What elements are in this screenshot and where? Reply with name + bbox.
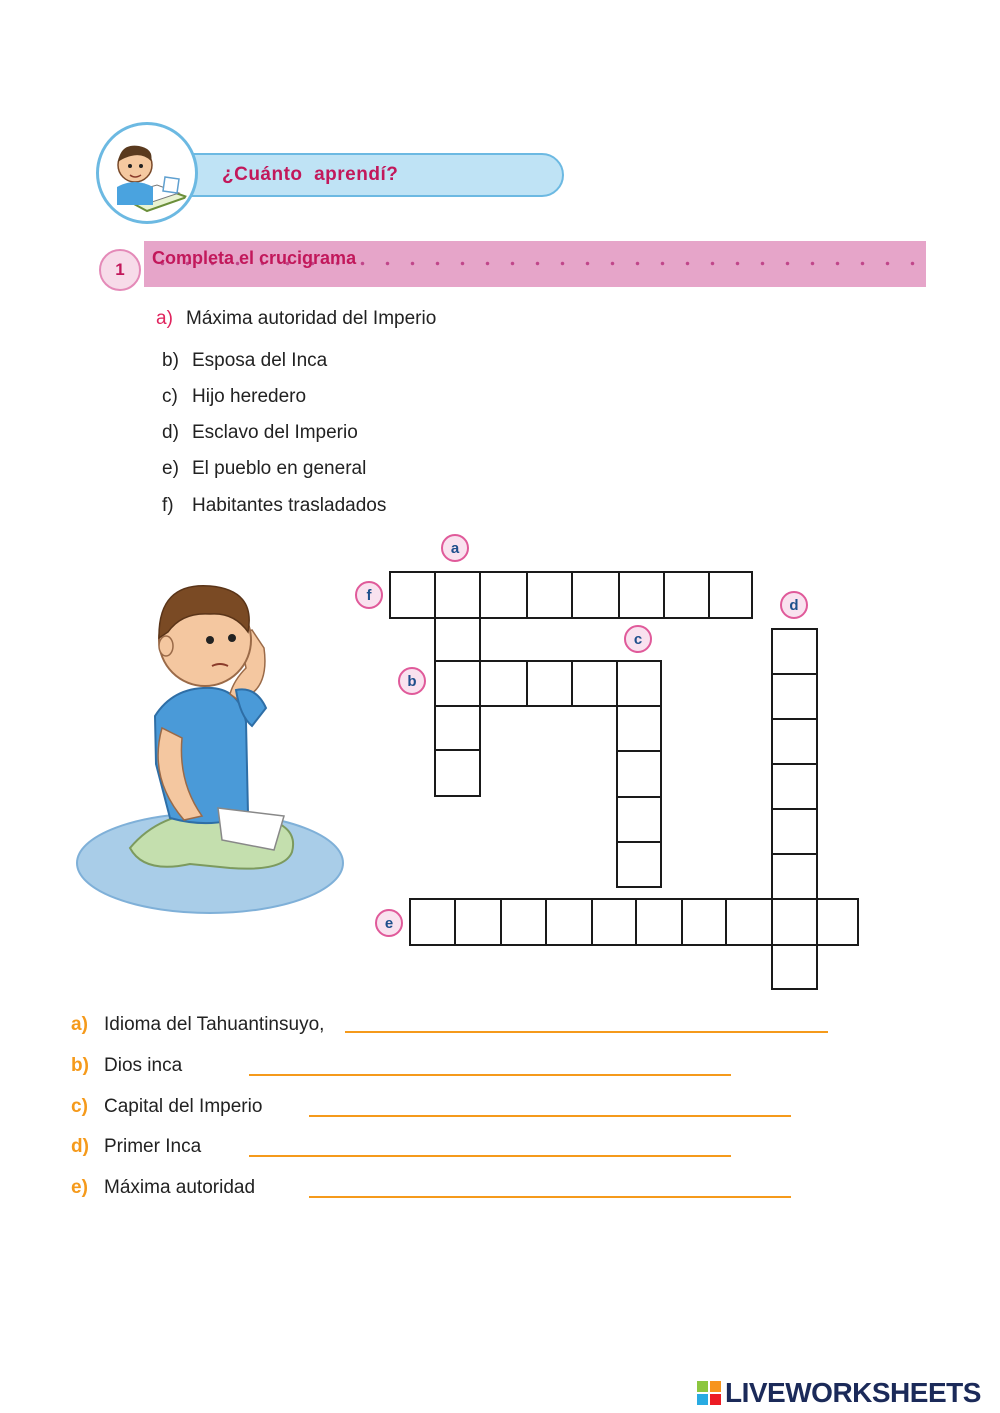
clue-f: f) Habitantes trasladados — [162, 495, 387, 516]
liveworksheets-logo — [697, 1376, 981, 1410]
question-a: a) Idioma del Tahuantinsuyo, — [71, 1014, 325, 1035]
crossword-cell-b4[interactable] — [571, 660, 618, 707]
answer-line-c[interactable] — [309, 1115, 791, 1117]
answer-line-b[interactable] — [249, 1074, 731, 1076]
reading-boy-illustration — [96, 122, 198, 224]
crossword-label-f: f — [355, 581, 383, 609]
crossword-cell-e5[interactable] — [591, 898, 637, 946]
crossword-cell-f4[interactable] — [526, 571, 573, 619]
crossword-cell-f6[interactable] — [618, 571, 665, 619]
clue-e: e) El pueblo en general — [162, 458, 367, 479]
crossword-cell-d8[interactable] — [771, 944, 818, 990]
crossword-cell-f8[interactable] — [708, 571, 753, 619]
crossword-cell-c5[interactable] — [616, 841, 662, 888]
crossword-cell-f7[interactable] — [663, 571, 710, 619]
crossword-cell-b3[interactable] — [526, 660, 573, 707]
logo-text: LIVEWORKSHEETS — [725, 1377, 981, 1408]
crossword-cell-c2[interactable] — [616, 705, 662, 752]
crossword-cell-f5[interactable] — [571, 571, 620, 619]
question-e: e) Máxima autoridad — [71, 1177, 256, 1198]
crossword-cell-d1[interactable] — [771, 628, 818, 675]
crossword-cell-f3[interactable] — [479, 571, 528, 619]
crossword-cell-b1[interactable] — [434, 660, 481, 707]
crossword-cell-e6[interactable] — [635, 898, 683, 946]
crossword-cell-e7[interactable] — [681, 898, 727, 946]
crossword-cell-d5[interactable] — [771, 808, 818, 855]
question-c: c) Capital del Imperio — [71, 1096, 263, 1117]
crossword-cell-e3[interactable] — [500, 898, 547, 946]
clue-d: d) Esclavo del Imperio — [162, 422, 358, 443]
crossword-cell-d6[interactable] — [771, 853, 818, 900]
crossword-cell-a4[interactable] — [434, 705, 481, 751]
logo-blocks-icon — [697, 1381, 721, 1405]
crossword-label-e: e — [375, 909, 403, 937]
crossword-cell-e10[interactable] — [816, 898, 859, 946]
crossword-cell-e9[interactable] — [771, 898, 818, 946]
crossword-cell-e2[interactable] — [454, 898, 502, 946]
crossword-cell-c4[interactable] — [616, 796, 662, 843]
crossword-cell-e4[interactable] — [545, 898, 593, 946]
question-b: b) Dios inca — [71, 1055, 183, 1076]
answer-line-d[interactable] — [249, 1155, 731, 1157]
crossword-cell-d3[interactable] — [771, 718, 818, 765]
crossword-cell-a5[interactable] — [434, 749, 481, 797]
answer-line-e[interactable] — [309, 1196, 791, 1198]
crossword-cell-f2[interactable] — [434, 571, 481, 619]
crossword-cell-f1[interactable] — [389, 571, 436, 619]
clue-c: c) Hijo heredero — [162, 386, 307, 407]
crossword-cell-d2[interactable] — [771, 673, 818, 720]
thinking-boy-illustration — [70, 568, 350, 918]
crossword-cell-b2[interactable] — [479, 660, 528, 707]
crossword-cell-b5[interactable] — [616, 660, 662, 707]
crossword-cell-a2[interactable] — [434, 617, 481, 663]
crossword-label-a: a — [441, 534, 469, 562]
clue-b: b) Esposa del Inca — [162, 350, 328, 371]
section-title: Completa el crucigrama — [152, 248, 357, 268]
section-number-badge: 1 — [99, 249, 141, 291]
page-title: ¿Cuánto aprendí? — [222, 164, 399, 185]
crossword-cell-d4[interactable] — [771, 763, 818, 810]
crossword-cell-c3[interactable] — [616, 750, 662, 798]
question-d: d) Primer Inca — [71, 1136, 202, 1157]
crossword-cell-e8[interactable] — [725, 898, 773, 946]
crossword-label-b: b — [398, 667, 426, 695]
crossword-label-d: d — [780, 591, 808, 619]
answer-line-a[interactable] — [345, 1031, 828, 1033]
crossword-cell-e1[interactable] — [409, 898, 456, 946]
crossword-label-c: c — [624, 625, 652, 653]
clue-a: a) Máxima autoridad del Imperio — [156, 308, 437, 329]
